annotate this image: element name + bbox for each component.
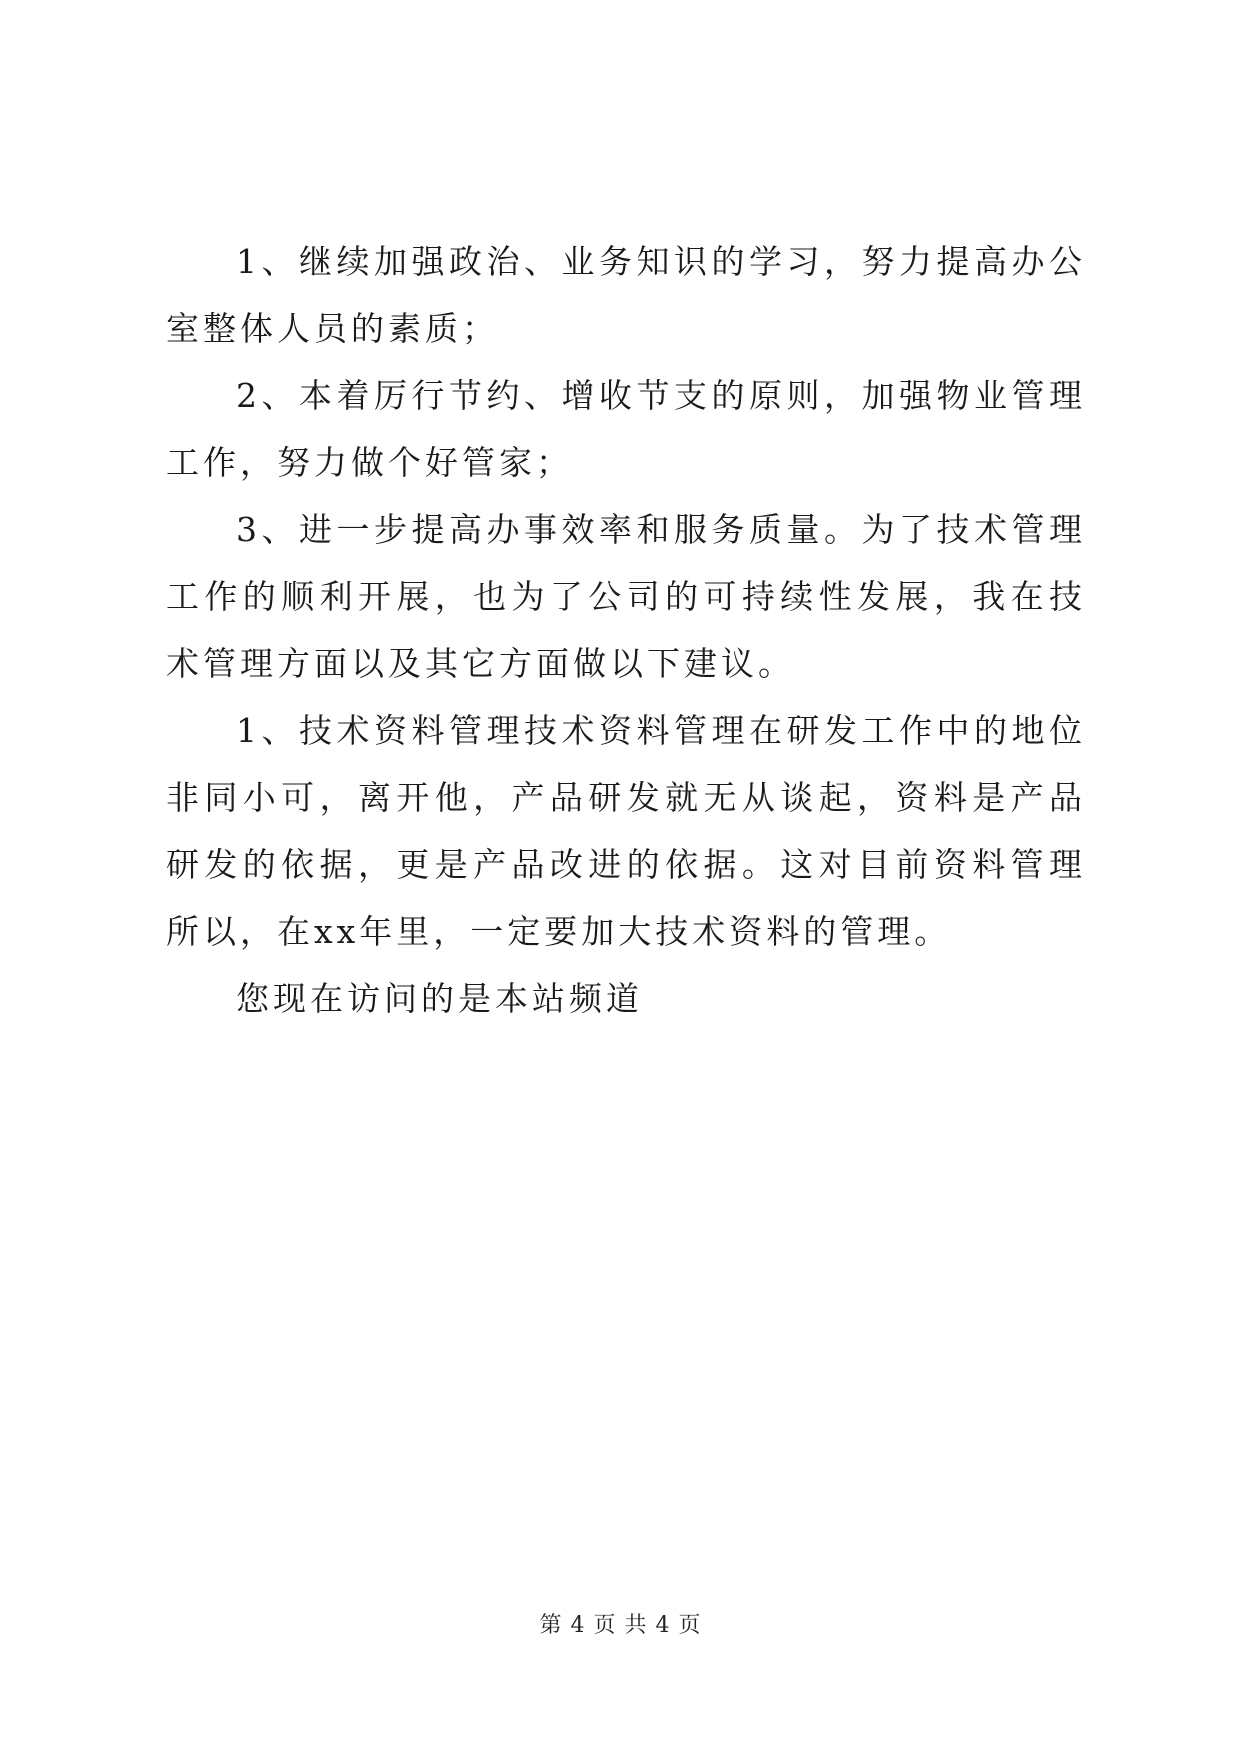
paragraph-4: 1、技术资料管理技术资料管理在研发工作中的地位非同小可，离开他，产品研发就无从谈起，资料是产品研发的依据，更是产品改进的依据。这对目前资料管理所以，在xx年里，一定要加大技术资料的管理。 <box>166 711 1086 951</box>
paragraph-5: 您现在访问的是本站频道 <box>236 979 643 1018</box>
paragraph-2: 2、本着厉行节约、增收节支的原则，加强物业管理工作，努力做个好管家； <box>166 376 1086 482</box>
paragraph-3: 3、进一步提高办事效率和服务质量。为了技术管理工作的顺利开展，也为了公司的可持续性发展，我在技术管理方面以及其它方面做以下建议。 <box>166 510 1086 683</box>
paragraph-1: 1、继续加强政治、业务知识的学习，努力提高办公室整体人员的素质； <box>166 242 1086 348</box>
document-body <box>166 228 1086 1032</box>
page-footer: 第 4 页 共 4 页 <box>539 1613 702 1638</box>
